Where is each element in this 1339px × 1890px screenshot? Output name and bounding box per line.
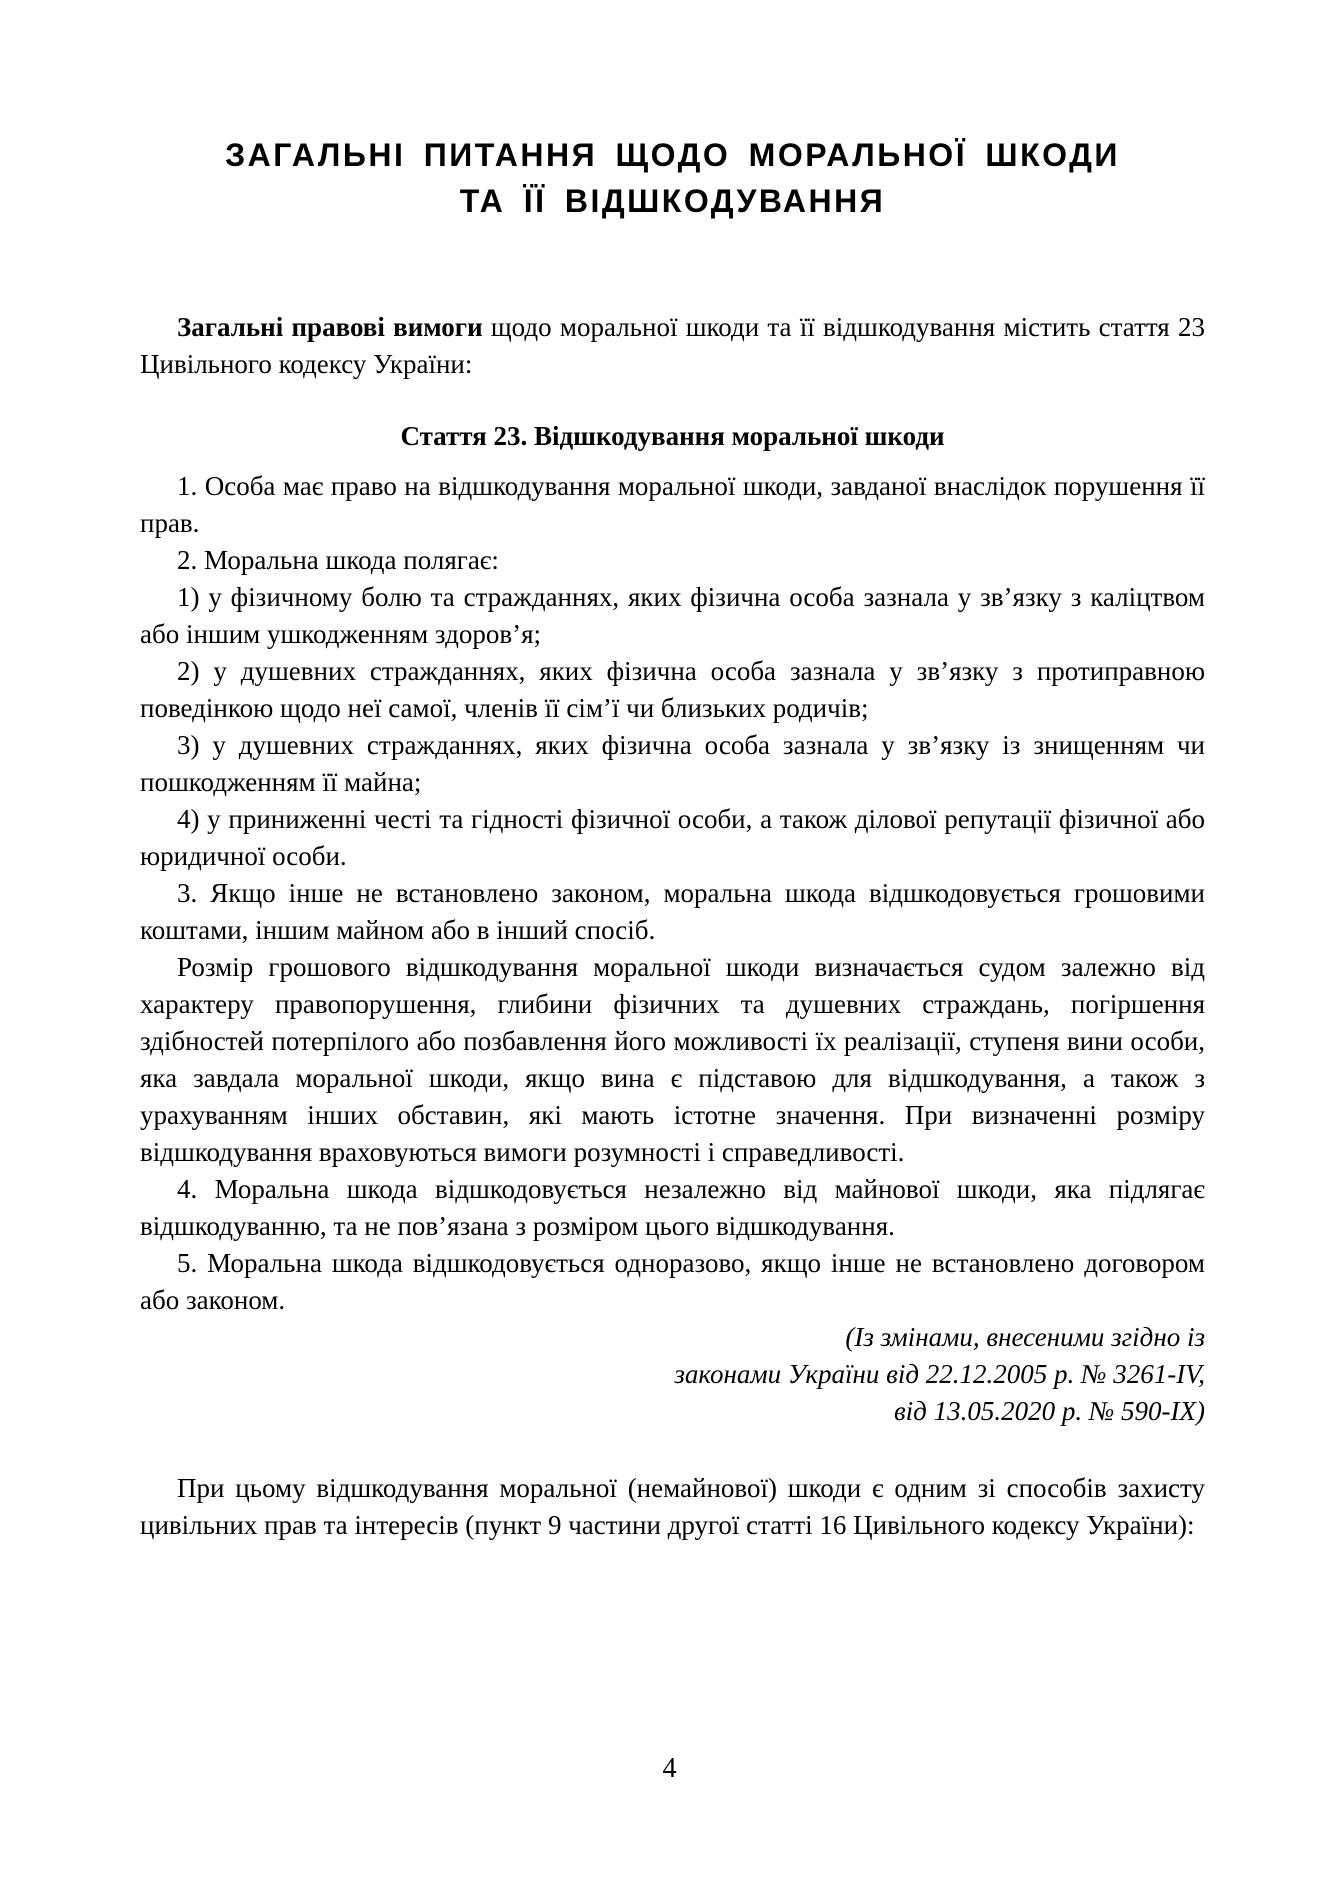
document-title-line2: ТА ЇЇ ВІДШКОДУВАННЯ [459,183,886,219]
page-number: 4 [662,1753,677,1784]
article-paragraph-1: 1. Особа має право на відшкодування моральної шкоди, завданої внаслідок порушення її прав. [140,471,1205,538]
document-title [140,0,1205,224]
article-body [140,468,1205,1319]
article-paragraph-4: 2) у душевних стражданнях, яких фізична особа зазнала у зв’язку з протиправною поведінкою щодо неї самої, членів її сім’ї чи близьких родичів; [140,656,1205,723]
intro-rest: щодо моральної шкоди та її відшкодування містить стаття 23 Цивільного кодексу України: [140,312,1205,379]
closing-paragraph: При цьому відшкодування моральної (немайнової) шкоди є одним зі способів захисту цивільних прав та інтересів (пункт 9 частини другої статті 16 Цивільного кодексу України): [140,1473,1205,1540]
amendment-note [140,1319,1205,1430]
article-paragraph-3: 1) у фізичному болю та стражданнях, яких фізична особа зазнала у зв’язку з каліцтвом або іншим ушкодженням здоров’я; [140,582,1205,649]
article-heading: Стаття 23. Відшкодування моральної шкоди [400,421,945,451]
article-paragraph-10: 5. Моральна шкода відшкодовується одноразово, якщо інше не встановлено договором або законом. [140,1248,1205,1315]
amendment-note-line1: (Із змінами, внесеними згідно із [845,1322,1205,1352]
article-paragraph-9: 4. Моральна шкода відшкодовується незалежно від майнової шкоди, яка підлягає відшкодуванню, та не пов’язана з розміром цього відшкодування. [140,1174,1205,1241]
article-paragraph-8: Розмір грошового відшкодування моральної шкоди визначається судом залежно від характеру правопорушення, глибини фізичних та душевних страждань, погіршення здібностей потерпілого або позбавлення його можливості їх реалізації, ступеня вини особи, яка завдала моральної шкоди, якщо вина є підставою для відшкодування, а також з урахуванням інших обставин, які мають істотне значення. При визначенні розміру відшкодування враховуються вимоги розумності і справедливості. [140,952,1205,1167]
document-title-line1: ЗАГАЛЬНІ ПИТАННЯ ЩОДО МОРАЛЬНОЇ ШКОДИ [225,137,1120,173]
article-paragraph-2: 2. Моральна шкода полягає: [177,545,499,575]
amendment-note-line3: від 13.05.2020 р. № 590-IX) [893,1396,1205,1426]
intro-paragraph [140,309,1205,383]
article-paragraph-7: 3. Якщо інше не встановлено законом, моральна шкода відшкодовується грошовими коштами, іншим майном або в інший спосіб. [140,878,1205,945]
amendment-note-line2: законами України від 22.12.2005 р. № 3261-IV, [674,1359,1205,1389]
article-paragraph-5: 3) у душевних стражданнях, яких фізична особа зазнала у зв’язку із знищенням чи пошкодженням її майна; [140,730,1205,797]
article-paragraph-6: 4) у приниженні честі та гідності фізичної особи, а також ділової репутації фізичної або юридичної особи. [140,804,1205,871]
intro-lead-bold: Загальні правові вимоги [177,312,483,342]
